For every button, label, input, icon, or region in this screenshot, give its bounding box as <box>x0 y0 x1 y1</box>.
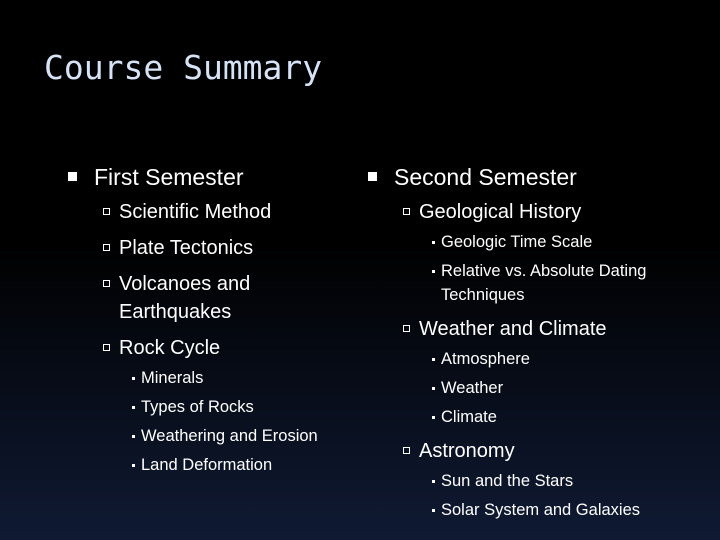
dot-bullet-icon <box>432 416 435 419</box>
subtopic-sun-and-stars <box>358 469 708 493</box>
subtopic-label: Climate <box>441 408 497 426</box>
subtopic-climate <box>358 405 708 429</box>
second-semester-column <box>358 162 708 527</box>
dot-bullet-icon <box>132 435 135 438</box>
second-semester-heading <box>358 162 708 192</box>
square-bullet-icon <box>68 172 77 181</box>
subtopic-solar-system-galaxies <box>358 498 708 522</box>
hollow-square-bullet-icon <box>103 280 110 287</box>
subtopic-label: Types of Rocks <box>141 398 254 416</box>
hollow-square-bullet-icon <box>403 447 410 454</box>
topic-label: Astronomy <box>419 440 515 462</box>
topic-label: Plate Tectonics <box>119 237 254 259</box>
subtopic-geologic-time-scale <box>358 230 708 254</box>
dot-bullet-icon <box>432 387 435 390</box>
heading-text: First Semester <box>94 164 244 190</box>
subtopic-relative-absolute-dating <box>358 259 691 307</box>
dot-bullet-icon <box>132 406 135 409</box>
hollow-square-bullet-icon <box>103 244 110 251</box>
topic-weather-climate <box>358 315 708 343</box>
hollow-square-bullet-icon <box>403 208 410 215</box>
dot-bullet-icon <box>432 358 435 361</box>
subtopic-atmosphere <box>358 347 708 371</box>
subtopic-label: Weather <box>441 379 504 397</box>
square-bullet-icon <box>368 172 377 181</box>
hollow-square-bullet-icon <box>403 325 410 332</box>
topic-label: Geological History <box>419 201 582 223</box>
topic-label: Rock Cycle <box>119 337 221 359</box>
subtopic-weather <box>358 376 708 400</box>
hollow-square-bullet-icon <box>103 208 110 215</box>
subtopic-label: Land Deformation <box>141 456 273 474</box>
first-semester-heading <box>58 162 358 192</box>
topic-plate-tectonics <box>58 234 358 262</box>
subtopic-label: Solar System and Galaxies <box>441 501 641 519</box>
heading-text: Second Semester <box>394 164 577 190</box>
subtopic-types-of-rocks <box>58 395 358 419</box>
hollow-square-bullet-icon <box>103 344 110 351</box>
first-semester-column <box>58 162 358 482</box>
topic-scientific-method <box>58 198 358 226</box>
dot-bullet-icon <box>432 241 435 244</box>
subtopic-label: Weathering and Erosion <box>141 427 318 445</box>
dot-bullet-icon <box>432 480 435 483</box>
dot-bullet-icon <box>132 464 135 467</box>
topic-label: Scientific Method <box>119 201 272 223</box>
subtopic-weathering-erosion <box>58 424 358 448</box>
subtopic-label: Sun and the Stars <box>441 472 574 490</box>
topic-volcanoes-earthquakes <box>58 270 309 326</box>
dot-bullet-icon <box>132 377 135 380</box>
topic-label: Volcanoes and Earthquakes <box>119 273 251 323</box>
subtopic-label: Geologic Time Scale <box>441 233 593 251</box>
topic-astronomy <box>358 437 708 465</box>
topic-label: Weather and Climate <box>419 318 607 340</box>
topic-geological-history <box>358 198 708 226</box>
subtopic-label: Minerals <box>141 369 204 387</box>
slide-title: Course Summary <box>44 48 323 87</box>
dot-bullet-icon <box>432 509 435 512</box>
subtopic-label: Relative vs. Absolute Dating Techniques <box>441 262 647 304</box>
dot-bullet-icon <box>432 270 435 273</box>
topic-rock-cycle <box>58 334 358 362</box>
subtopic-label: Atmosphere <box>441 350 530 368</box>
subtopic-minerals <box>58 366 358 390</box>
subtopic-land-deformation <box>58 453 358 477</box>
